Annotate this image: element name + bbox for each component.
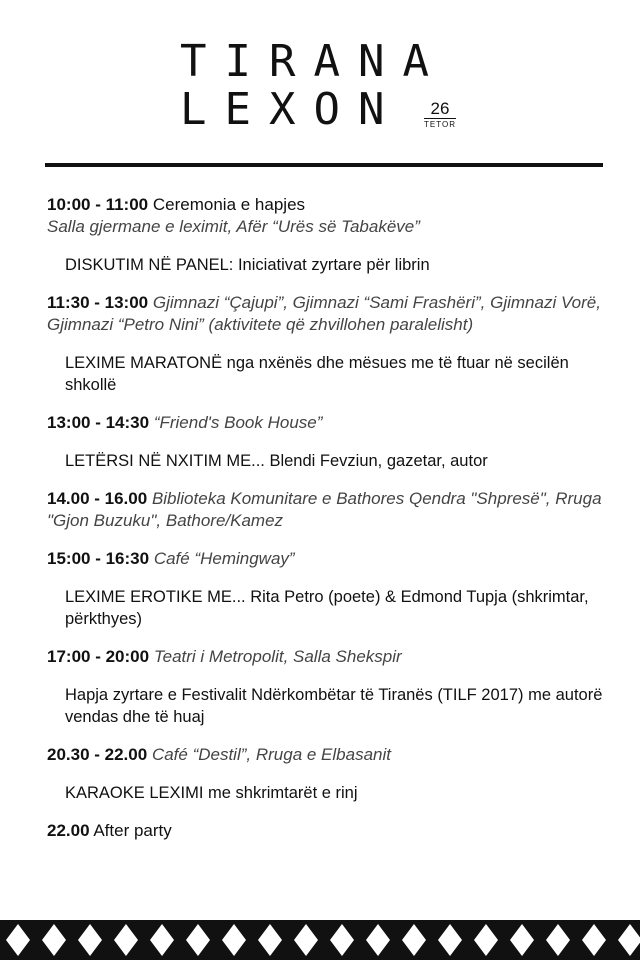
- schedule-event: Hapja zyrtare e Festivalit Ndërkombëtar të Tiranës (TILF 2017) me autorë vendas dhe të huaj: [65, 686, 603, 726]
- slot-time: 22.00: [47, 821, 90, 840]
- diamond-shape: [582, 924, 606, 956]
- slot-place: Biblioteka Komunitare e Bathores Qendra "Shpresë", Rruga "Gjon Buzuku", Bathore/Kamez: [47, 489, 602, 530]
- slot-label: Ceremonia e hapjes: [152, 195, 306, 214]
- slot-time: 15:00 - 16:30: [47, 549, 150, 568]
- diamond-shape: [6, 924, 30, 956]
- diamond-shape: [150, 924, 174, 956]
- diamond-shape: [186, 924, 210, 956]
- diamond-shape: [510, 924, 534, 956]
- schedule-slot: [47, 744, 607, 766]
- schedule-slot: [47, 646, 607, 668]
- diamond-pattern: [0, 920, 640, 960]
- slot-time: 13:00 - 14:30: [47, 413, 150, 432]
- header-divider: [45, 163, 603, 167]
- slot-place: Salla gjermane e leximit, Afër “Urës së Tabakëve”: [47, 217, 420, 236]
- diamond-shape: [114, 924, 138, 956]
- diamond-shape: [78, 924, 102, 956]
- diamond-shape: [258, 924, 282, 956]
- logo-line-tirana: TIRANA: [180, 36, 447, 87]
- logo-month: TETOR: [424, 120, 456, 129]
- slot-time: 11:30 - 13:00: [47, 293, 149, 312]
- diamond-shape: [438, 924, 462, 956]
- diamond-shape: [294, 924, 318, 956]
- schedule-slot: [47, 194, 607, 238]
- slot-place: Teatri i Metropolit, Salla Shekspir: [153, 647, 402, 666]
- logo-date: [424, 100, 456, 129]
- slot-time: 10:00 - 11:00: [47, 195, 149, 214]
- schedule-event: DISKUTIM NË PANEL: Iniciativat zyrtare për librin: [65, 256, 430, 274]
- diamond-shape: [222, 924, 246, 956]
- logo-line-lexon: LEXON: [180, 84, 403, 135]
- diamond-shape: [474, 924, 498, 956]
- schedule-slot: [47, 412, 607, 434]
- diamond-shape: [618, 924, 640, 956]
- diamond-shape: [546, 924, 570, 956]
- slot-label: After party: [93, 821, 172, 840]
- schedule-slot: [47, 820, 607, 842]
- festival-logo: [180, 38, 470, 138]
- schedule-slot: [47, 548, 607, 570]
- schedule-event: LEXIME EROTIKE ME... Rita Petro (poete) & Edmond Tupja (shkrimtar, përkthyes): [65, 588, 589, 628]
- schedule-slot: [47, 488, 607, 532]
- slot-place: “Friend's Book House”: [153, 413, 323, 432]
- slot-place: Café “Hemingway”: [153, 549, 295, 568]
- diamond-border: [0, 920, 640, 960]
- diamond-shape: [330, 924, 354, 956]
- slot-place: Gjimnazi “Çajupi”, Gjimnazi “Sami Frashëri”, Gjimnazi Vorë, Gjimnazi “Petro Nini” (aktivitete që zhvillohen paralelisht): [47, 293, 601, 334]
- slot-time: 17:00 - 20:00: [47, 647, 150, 666]
- logo-day: 26: [430, 99, 450, 118]
- schedule-list: [47, 194, 607, 858]
- schedule-slot: [47, 292, 607, 336]
- slot-place: Café “Destil”, Rruga e Elbasanit: [151, 745, 391, 764]
- diamond-shape: [42, 924, 66, 956]
- schedule-event: LEXIME MARATONË nga nxënës dhe mësues me të ftuar në secilën shkollë: [65, 354, 569, 394]
- schedule-event: KARAOKE LEXIMI me shkrimtarët e rinj: [65, 784, 358, 802]
- schedule-event: LETËRSI NË NXITIM ME... Blendi Fevziun, gazetar, autor: [65, 452, 488, 470]
- diamond-shape: [366, 924, 390, 956]
- diamond-shape: [402, 924, 426, 956]
- slot-time: 20.30 - 22.00: [47, 745, 148, 764]
- slot-time: 14.00 - 16.00: [47, 489, 148, 508]
